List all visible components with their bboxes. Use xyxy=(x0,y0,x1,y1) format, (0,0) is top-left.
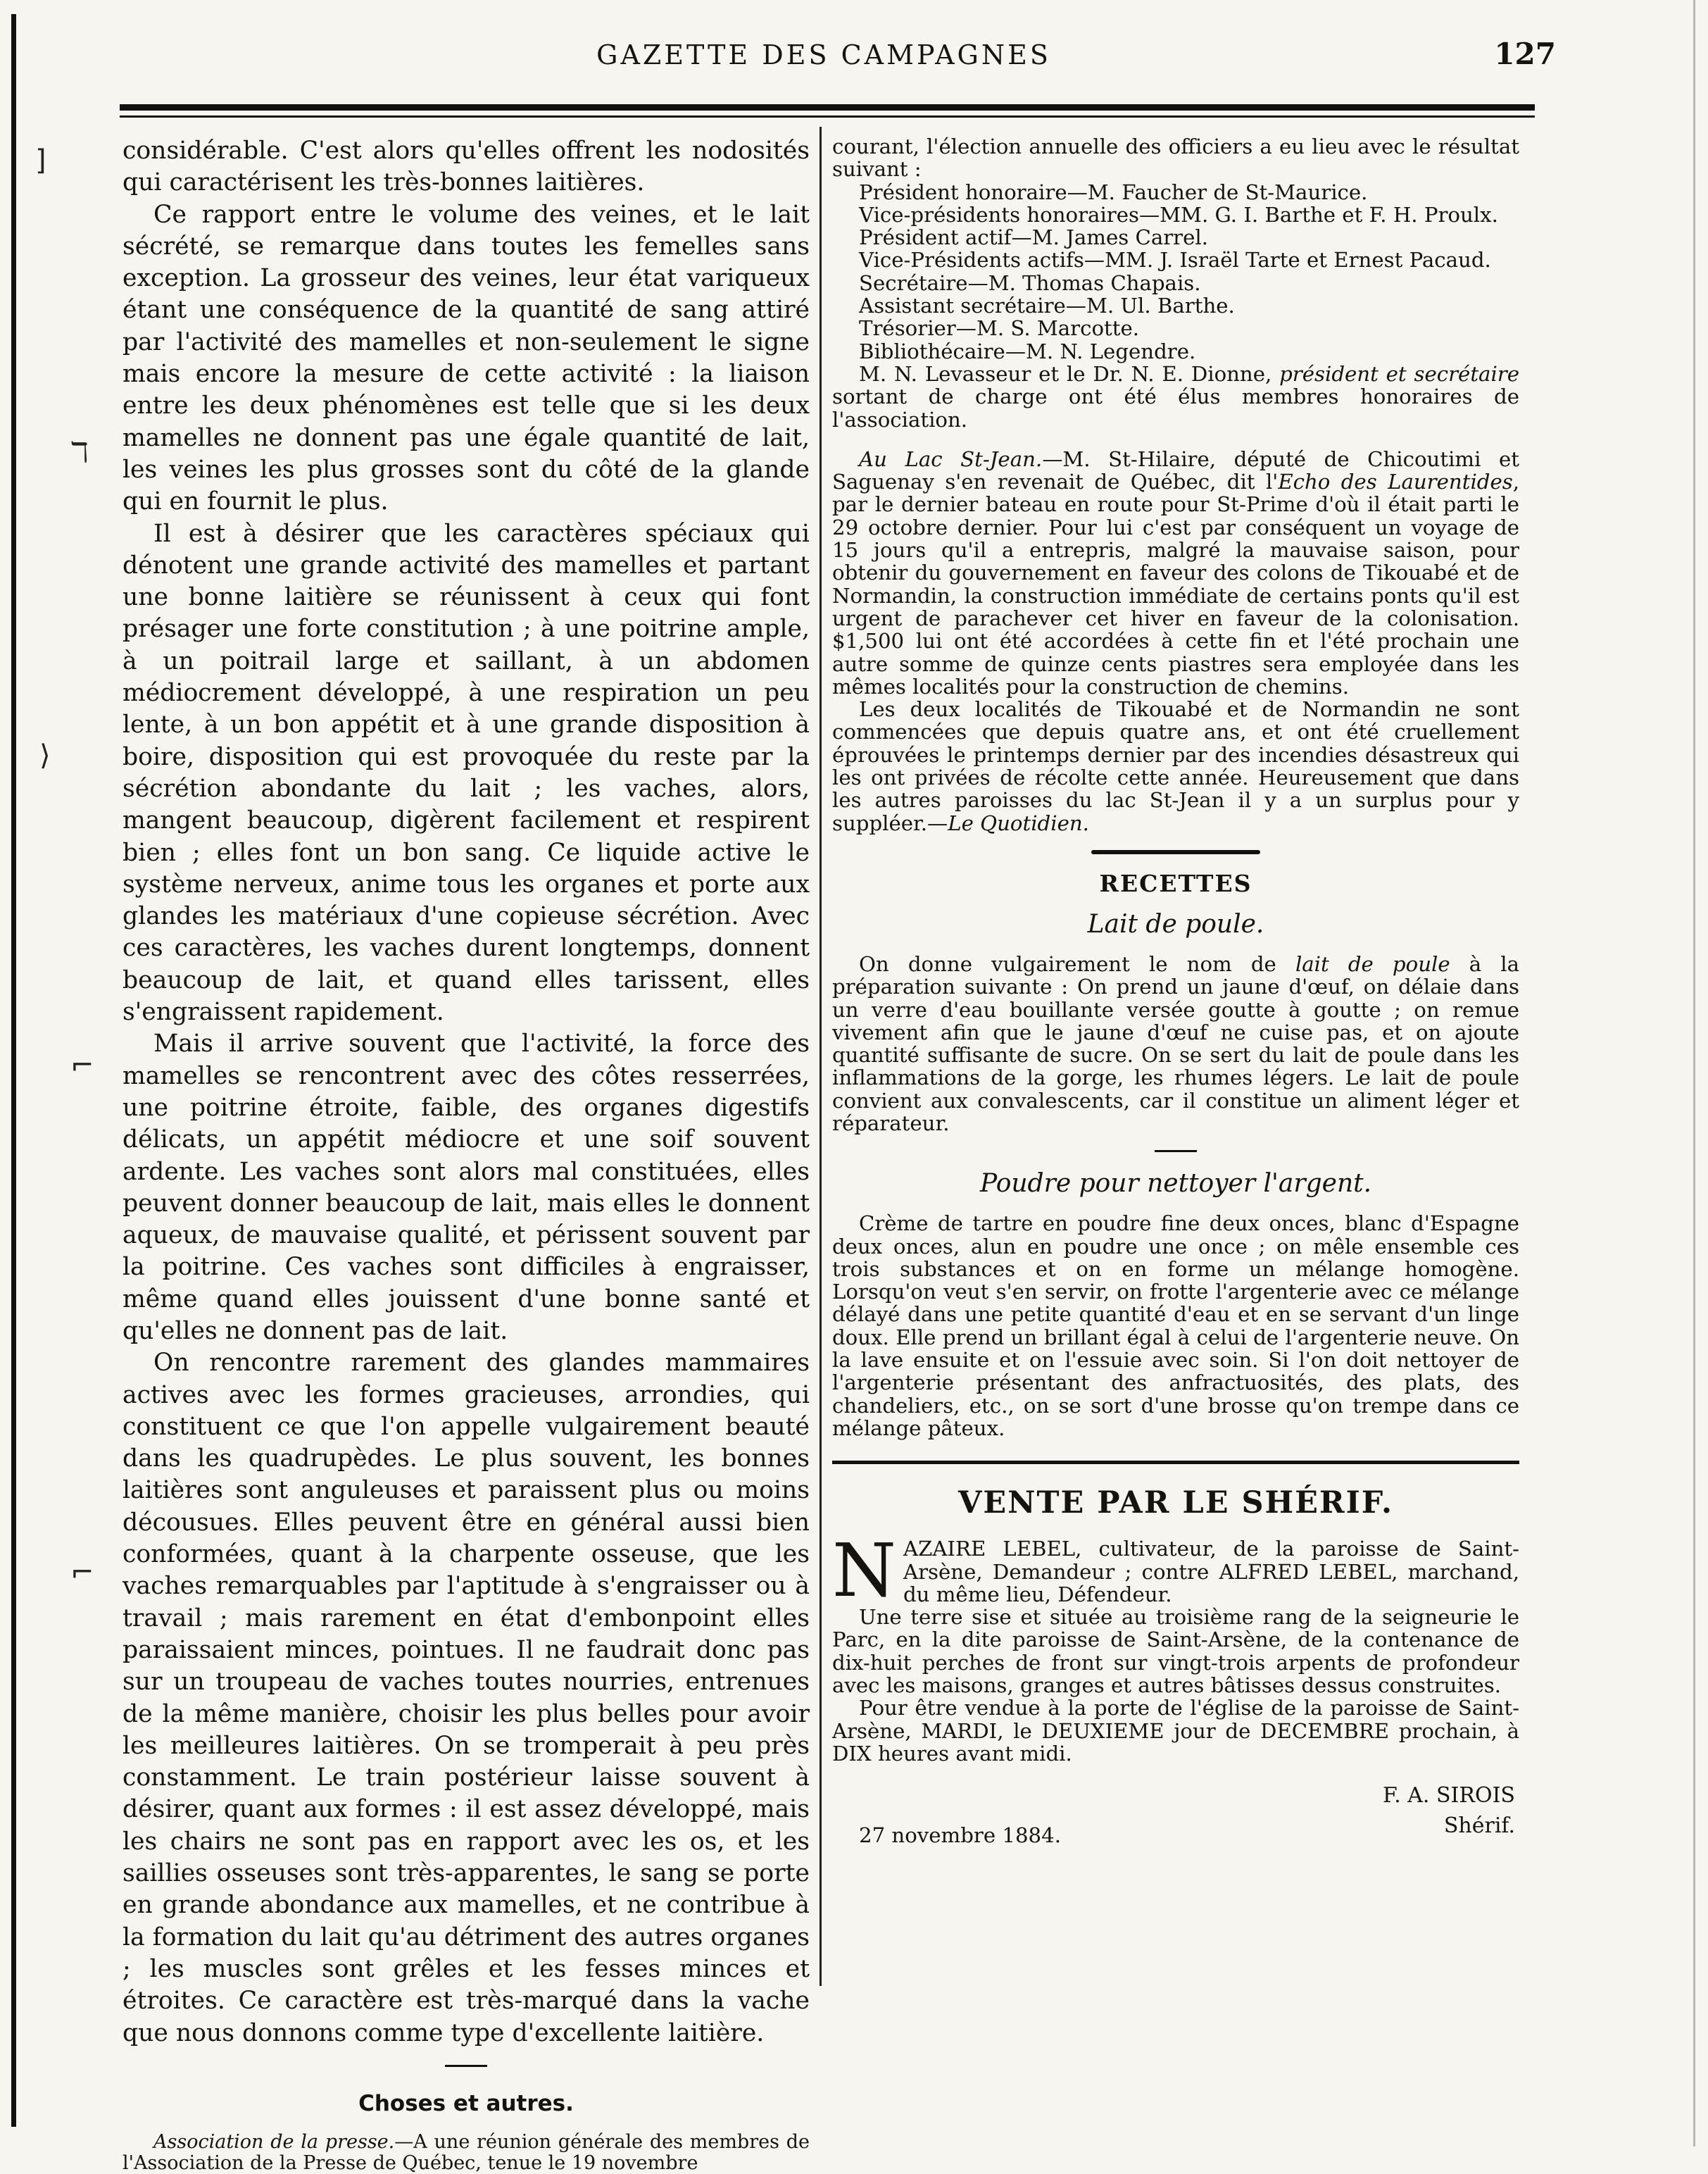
margin-mark: ⟩ xyxy=(39,739,51,772)
news-source: Echo des Laurentides xyxy=(1278,470,1513,494)
officer-line: Président actif—M. James Carrel. xyxy=(859,225,1209,250)
section-divider xyxy=(1155,1150,1197,1152)
page-number: 127 xyxy=(1494,37,1556,71)
news-credit: Le Quotidien. xyxy=(948,811,1089,835)
news-paragraph xyxy=(832,448,1519,698)
news-text: —M. St-Hilaire, député de Chicoutimi et Saguenay s'en revenait de Québec, dit l' xyxy=(832,446,1519,494)
officer-line: Vice-présidents honoraires—MM. G. I. Barthe et F. H. Proulx. xyxy=(859,202,1498,227)
page-header xyxy=(113,37,1556,86)
news-text: Les deux localités de Tikouabé et de Normandin ne sont commencées que depuis quatre ans, et ont été cruellement éprouvées le printemps dernier par des incendies désastreux qui les ont privées de récolte cette année. Heureusement que dans les autres paroisses du lac St-Jean il y a un surplus pour y suppléer.— xyxy=(832,697,1519,835)
recipe-title: Lait de poule. xyxy=(1087,909,1264,939)
officer-line: Secrétaire—M. Thomas Chapais. xyxy=(859,270,1201,295)
recipes-heading: RECETTES xyxy=(1099,869,1252,897)
page-edge xyxy=(11,14,16,2127)
sale-parties xyxy=(832,1528,1519,1614)
margin-mark: ⌐ xyxy=(70,1049,94,1082)
margin-mark: ℸ xyxy=(70,437,89,469)
officer-line: Bibliothécaire—M. N. Legendre. xyxy=(859,339,1196,363)
signature-title: Shérif. xyxy=(1443,1813,1515,1839)
sale-property: Une terre sise et située au troisième rang de la seigneurie le Parc, en la dite paroisse de Saint-Arsène, de la contenance de dix-huit perches de front sur vingt-trois arpents de profondeur avec les maisons, granges et autres bâtisses dessus construites. xyxy=(832,1605,1519,1698)
left-column xyxy=(123,135,810,2174)
news-text: M. N. Levasseur et le Dr. N. E. Dionne, xyxy=(859,361,1280,386)
section-divider xyxy=(832,1461,1519,1464)
section-divider xyxy=(1091,850,1260,854)
sale-date: 27 novembre 1884. xyxy=(859,1823,1061,1848)
recipe-title: Poudre pour nettoyer l'argent. xyxy=(979,1169,1372,1199)
header-rule xyxy=(120,104,1535,111)
recipe-text-part: à la préparation suivante : On prend un jaune d'œuf, on délaie dans un verre d'eau bouillante versée goutte à goutte ; on remue vivement afin que le jaune d'œuf ne cuise pas, et on ajoute quantité suffisante de sucre. On se sert du lait de poule dans les inflammations de la gorge, les rhumes légers. Le lait de poule convient aux convalescents, car il constitue un aliment léger et réparateur. xyxy=(832,951,1519,1135)
drop-cap: N xyxy=(832,1528,896,1614)
recipe-text xyxy=(832,953,1519,1135)
news-text: , par le dernier bateau en route pour St-Prime d'où il était parti le 29 octobre dernier. Pour lui c'est par conséquent un voyage de 15 jours qu'il a entrepris, malgré la mauvaise saison, pour obtenir du gouvernement en faveur des colons de Tikouabé et de Normandin, la construction immédiate de certains ponts qu'il est urgent de parachever cet hiver en faveur de la colonisation. $1,500 lui ont été accordées à cette fin et l'été prochain une autre somme de quinze cents piastres sera employée dans les mêmes localités pour la construction de chemins. xyxy=(832,470,1519,699)
news-lead: Association de la presse. xyxy=(153,2130,395,2153)
article-paragraph: Mais il arrive souvent que l'activité, la force des mamelles se rencontrent avec des côtes resserrées, une poitrine étroite, faible, des organes digestifs délicats, un appétit médiocre et une soif souvent ardente. Les vaches sont alors mal constituées, elles peuvent donner beaucoup de lait, mais elles le donnent aqueux, de mauvaise qualité, et périssent souvent par la poitrine. Ces vaches sont difficiles à engraisser, même quand elles jouissent d'une bonne santé et qu'elles ne donnent pas de lait. xyxy=(123,1030,810,1345)
officer-line: Assistant secrétaire—M. Ul. Barthe. xyxy=(859,294,1235,318)
recipe-text: Crème de tartre en poudre fine deux onces, blanc d'Espagne deux onces, alun en poudre une once ; on mêle ensemble ces trois substances et on en forme un mélange homogène. Lorsqu'on veut s'en servir, on frotte l'argenterie avec ce mélange délayé dans une petite quantité d'eau et en se servant d'un linge doux. Elle prend un brillant égal à celui de l'argenterie neuve. On la lave ensuite et on l'essuie avec soin. Si l'on doit nettoyer de l'argenterie présentant des anfractuosités, des plats, des chandeliers, etc., on se sort d'une brosse qu'on trempe dans ce mélange pâteux. xyxy=(832,1211,1519,1440)
article-paragraph: Il est à désirer que les caractères spéciaux qui dénotent une grande activité des mamelles et partant une bonne laitière se réunissent à ceux qui font présager une forte constitution ; à une poitrine ample, à un poitrail large et saillant, à un abdomen médiocrement développé, à une respiration un peu lente, à un bon appétit et à une grande disposition à boire, disposition qui est provoquée du reste par la sécrétion abondante du lait ; les vaches, alors, mangent beaucoup, digèrent facilement et respirent bien ; elles font un bon sang. Ce liquide active le système nerveux, anime tous les organes et porte aux glandes les matériaux d'une copieuse sécrétion. Avec ces caractères, les vaches durent longtemps, donnent beaucoup de lait, et quand elles tarissent, elles s'engraissent rapidement. xyxy=(123,519,810,1027)
news-emphasis: président et secrétaire xyxy=(1279,361,1520,386)
article-paragraph: Ce rapport entre le volume des veines, et le lait sécrété, se remarque dans toutes les femelles sans exception. La grosseur des veines, leur état variqueux étant une conséquence de la quantité de sang attiré par l'activité des mamelles et non-seulement le signe mais encore la mesure de cette activité : la liaison entre les deux phénomènes est telle que si les deux mamelles ne donnent pas une égale quantité de lait, les veines les plus grosses sont du côté de la glande qui en fournit le plus. xyxy=(123,200,810,516)
sale-heading: VENTE PAR LE SHÉRIF. xyxy=(958,1485,1393,1521)
right-column xyxy=(832,135,1519,1861)
sale-parties-text: AZAIRE LEBEL, cultivateur, de la paroisse de Saint-Arsène, Demandeur ; contre ALFRED LEBEL, marchand, du même lieu, Défendeur. xyxy=(903,1537,1519,1606)
sale-notice: Pour être vendue à la porte de l'église de la paroisse de Saint-Arsène, MARDI, le DEUXIEME jour de DECEMBRE prochain, à DIX heures avant midi. xyxy=(832,1696,1519,1766)
news-text: —A une réunion générale des membres de l'Association de la Presse de Québec, tenue le 19 novembre xyxy=(123,2130,810,2174)
section-divider xyxy=(445,2065,487,2067)
news-continuation: courant, l'élection annuelle des officiers a eu lieu avec le résultat suivant : xyxy=(832,135,1519,182)
news-paragraph xyxy=(832,698,1519,835)
news-lead: Au Lac St-Jean. xyxy=(859,446,1043,471)
officer-line: Vice-Présidents actifs—MM. J. Israël Tarte et Ernest Pacaud. xyxy=(859,248,1491,273)
article-paragraph: considérable. C'est alors qu'elles offrent les nodosités qui caractérisent les très-bonnes laitières. xyxy=(123,137,810,197)
officer-line: Président honoraire—M. Faucher de St-Maurice. xyxy=(859,180,1368,204)
header-rule-thin xyxy=(120,115,1535,118)
officer-line: Trésorier—M. S. Marcotte. xyxy=(859,316,1140,341)
article-paragraph: On rencontre rarement des glandes mammaires actives avec les formes gracieuses, arrondies, qui constituent ce que l'on appelle vulgairement beauté dans les quadrupèdes. Le plus souvent, les bonnes laitières sont anguleuses et paraissent plus ou moins décousues. Elles peuvent être en général aussi bien conformées, quant à la charpente osseuse, que les vaches remarquables par l'aptitude à s'engraisser ou à travail ; mais rarement en état d'embonpoint elles paraissaient minces, pointues. Il ne faudrait donc pas sur un troupeau de vaches toutes nourries, entrenues de la même manière, choisir les plus belles pour avoir les meilleures laitières. On se tromperait à peu près constamment. Le train postérieur laisse souvent à désirer, quant aux formes : il est assez développé, mais les chairs ne sont pas en rapport avec les os, et les saillies osseuses sont très-apparentes, le sang se porte en grande abondance aux mamelles, et ne contribue à la formation du lait qu'au détriment des autres organes ; les muscles sont grêles et les fesses minces et étroites. Ce caractère est très-marqué dans la vache que nous donnons comme type d'excellente laitière. xyxy=(123,1349,810,2047)
section-heading: Choses et autres. xyxy=(358,2090,574,2116)
column-divider xyxy=(820,127,822,1986)
margin-mark: ⌐ xyxy=(70,1556,94,1589)
margin-mark: ] xyxy=(35,144,46,177)
news-paragraph xyxy=(123,2132,810,2174)
recipe-term: lait de poule xyxy=(1295,951,1450,976)
page-edge-right xyxy=(1693,0,1695,2147)
recipe-text-part: On donne vulgairement le nom de xyxy=(859,951,1295,976)
news-text: sortant de charge ont été élus membres honoraires de l'association. xyxy=(832,385,1519,432)
signature-name: F. A. SIROIS xyxy=(1383,1783,1515,1808)
news-paragraph xyxy=(832,363,1519,431)
running-title: GAZETTE DES CAMPAGNES xyxy=(596,39,1051,70)
